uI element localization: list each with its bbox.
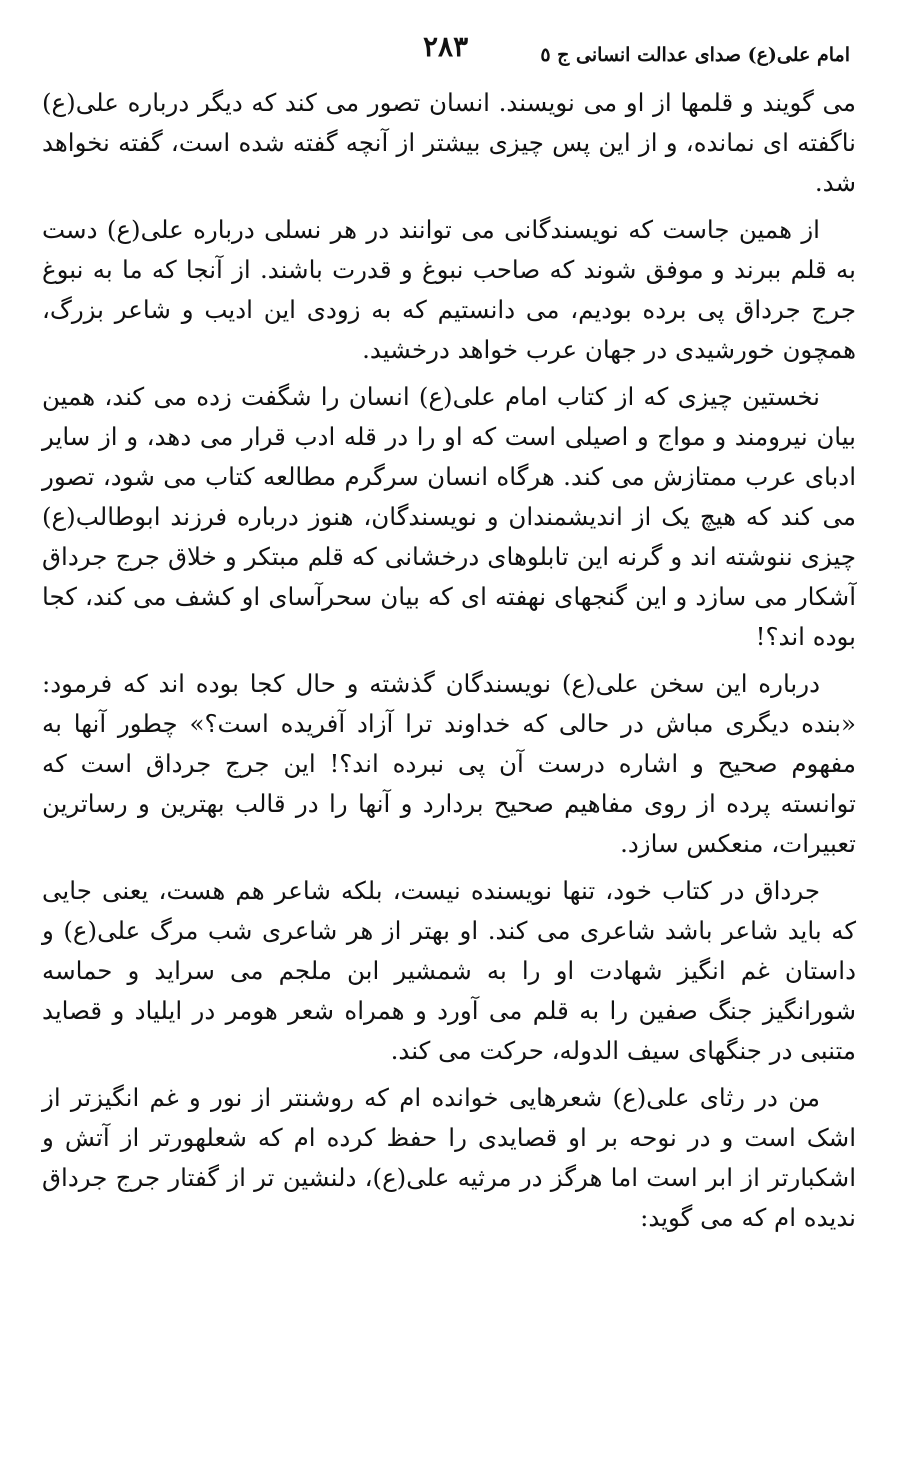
paragraph: نخستین چیزی که از کتاب امام علی(ع) انسان را شگفت زده می کند، همین بیان نیرومند و مواج و اصیلی است که او را در قله ادب قرار می دهد، و از سایر ادبای عرب ممتازش می کند. هرگاه انسان سرگرم مطالعه کتاب می شود، تصور می کند که هیچ یک از اندیشمندان و نویسندگان، هنوز درباره فرزند ابوطالب(ع) چیزی ننوشته اند و گرنه این تابلوهای درخشانی که قلم مبتکر و خلاق جرج جرداق آشکار می سازد و این گنجهای نهفته ای که بیان سحرآسای او کشف می کند، کجا بوده اند؟! bbox=[42, 382, 856, 651]
paragraph: من در رثای علی(ع) شعرهایی خوانده ام که روشنتر از نور و غم انگیزتر از اشک است و در نوحه بر او قصایدی را حفظ کرده ام که شعلهورتر از آتش و اشکبارتر از ابر است اما هرگز در مرثیه علی(ع)، دلنشین تر از گفتار جرج جرداق ندیده ام که می گوید: bbox=[42, 1083, 856, 1232]
paragraph: جرداق در کتاب خود، تنها نویسنده نیست، بلکه شاعر هم هست، یعنی جایی که باید شاعر باشد شاعری می کند. او بهتر از هر شاعری شب مرگ علی(ع) و داستان غم انگیز شهادت او را به شمشیر ابن ملجم می سراید و حماسه شورانگیز جنگ صفین را به قلم می آورد و همراه شعر هومر در ایلیاد و قصاید متنبی در جنگهای سیف الدوله، حرکت می کند. bbox=[42, 876, 856, 1065]
paragraph: درباره این سخن علی(ع) نویسندگان گذشته و حال کجا بوده اند که فرمود: «بنده دیگری مباش در حالی که خداوند ترا آزاد آفریده است؟» چطور آنها به مفهوم صحیح و اشاره درست آن پی نبرده اند؟! این جرج جرداق است که توانسته پرده از روی مفاهیم صحیح بردارد و آنها را در قالب بهترین و رساترین تعبیرات، منعکس سازد. bbox=[42, 669, 856, 858]
paragraph: از همین جاست که نویسندگانی می توانند در هر نسلی درباره علی(ع) دست به قلم ببرند و موفق شوند که صاحب نبوغ و قدرت باشند. از آنجا که ما به نبوغ جرج جرداق پی برده بودیم، می دانستیم که به زودی این ادیب و شاعر بزرگ، همچون خورشیدی در جهان عرب خواهد درخشید. bbox=[42, 215, 856, 364]
running-title: امام علی(ع) صدای عدالت انسانی ج ٥ bbox=[540, 44, 850, 66]
body-text bbox=[42, 83, 856, 1245]
page-header bbox=[40, 30, 860, 70]
page-number: ٢٨٣ bbox=[423, 30, 469, 63]
paragraph: می گویند و قلمها از او می نویسند. انسان تصور می کند که دیگر درباره علی(ع) ناگفته ای نمانده، و از این پس چیزی بیشتر از آنچه گفته شده است، گفته نخواهد شد. bbox=[42, 88, 856, 197]
